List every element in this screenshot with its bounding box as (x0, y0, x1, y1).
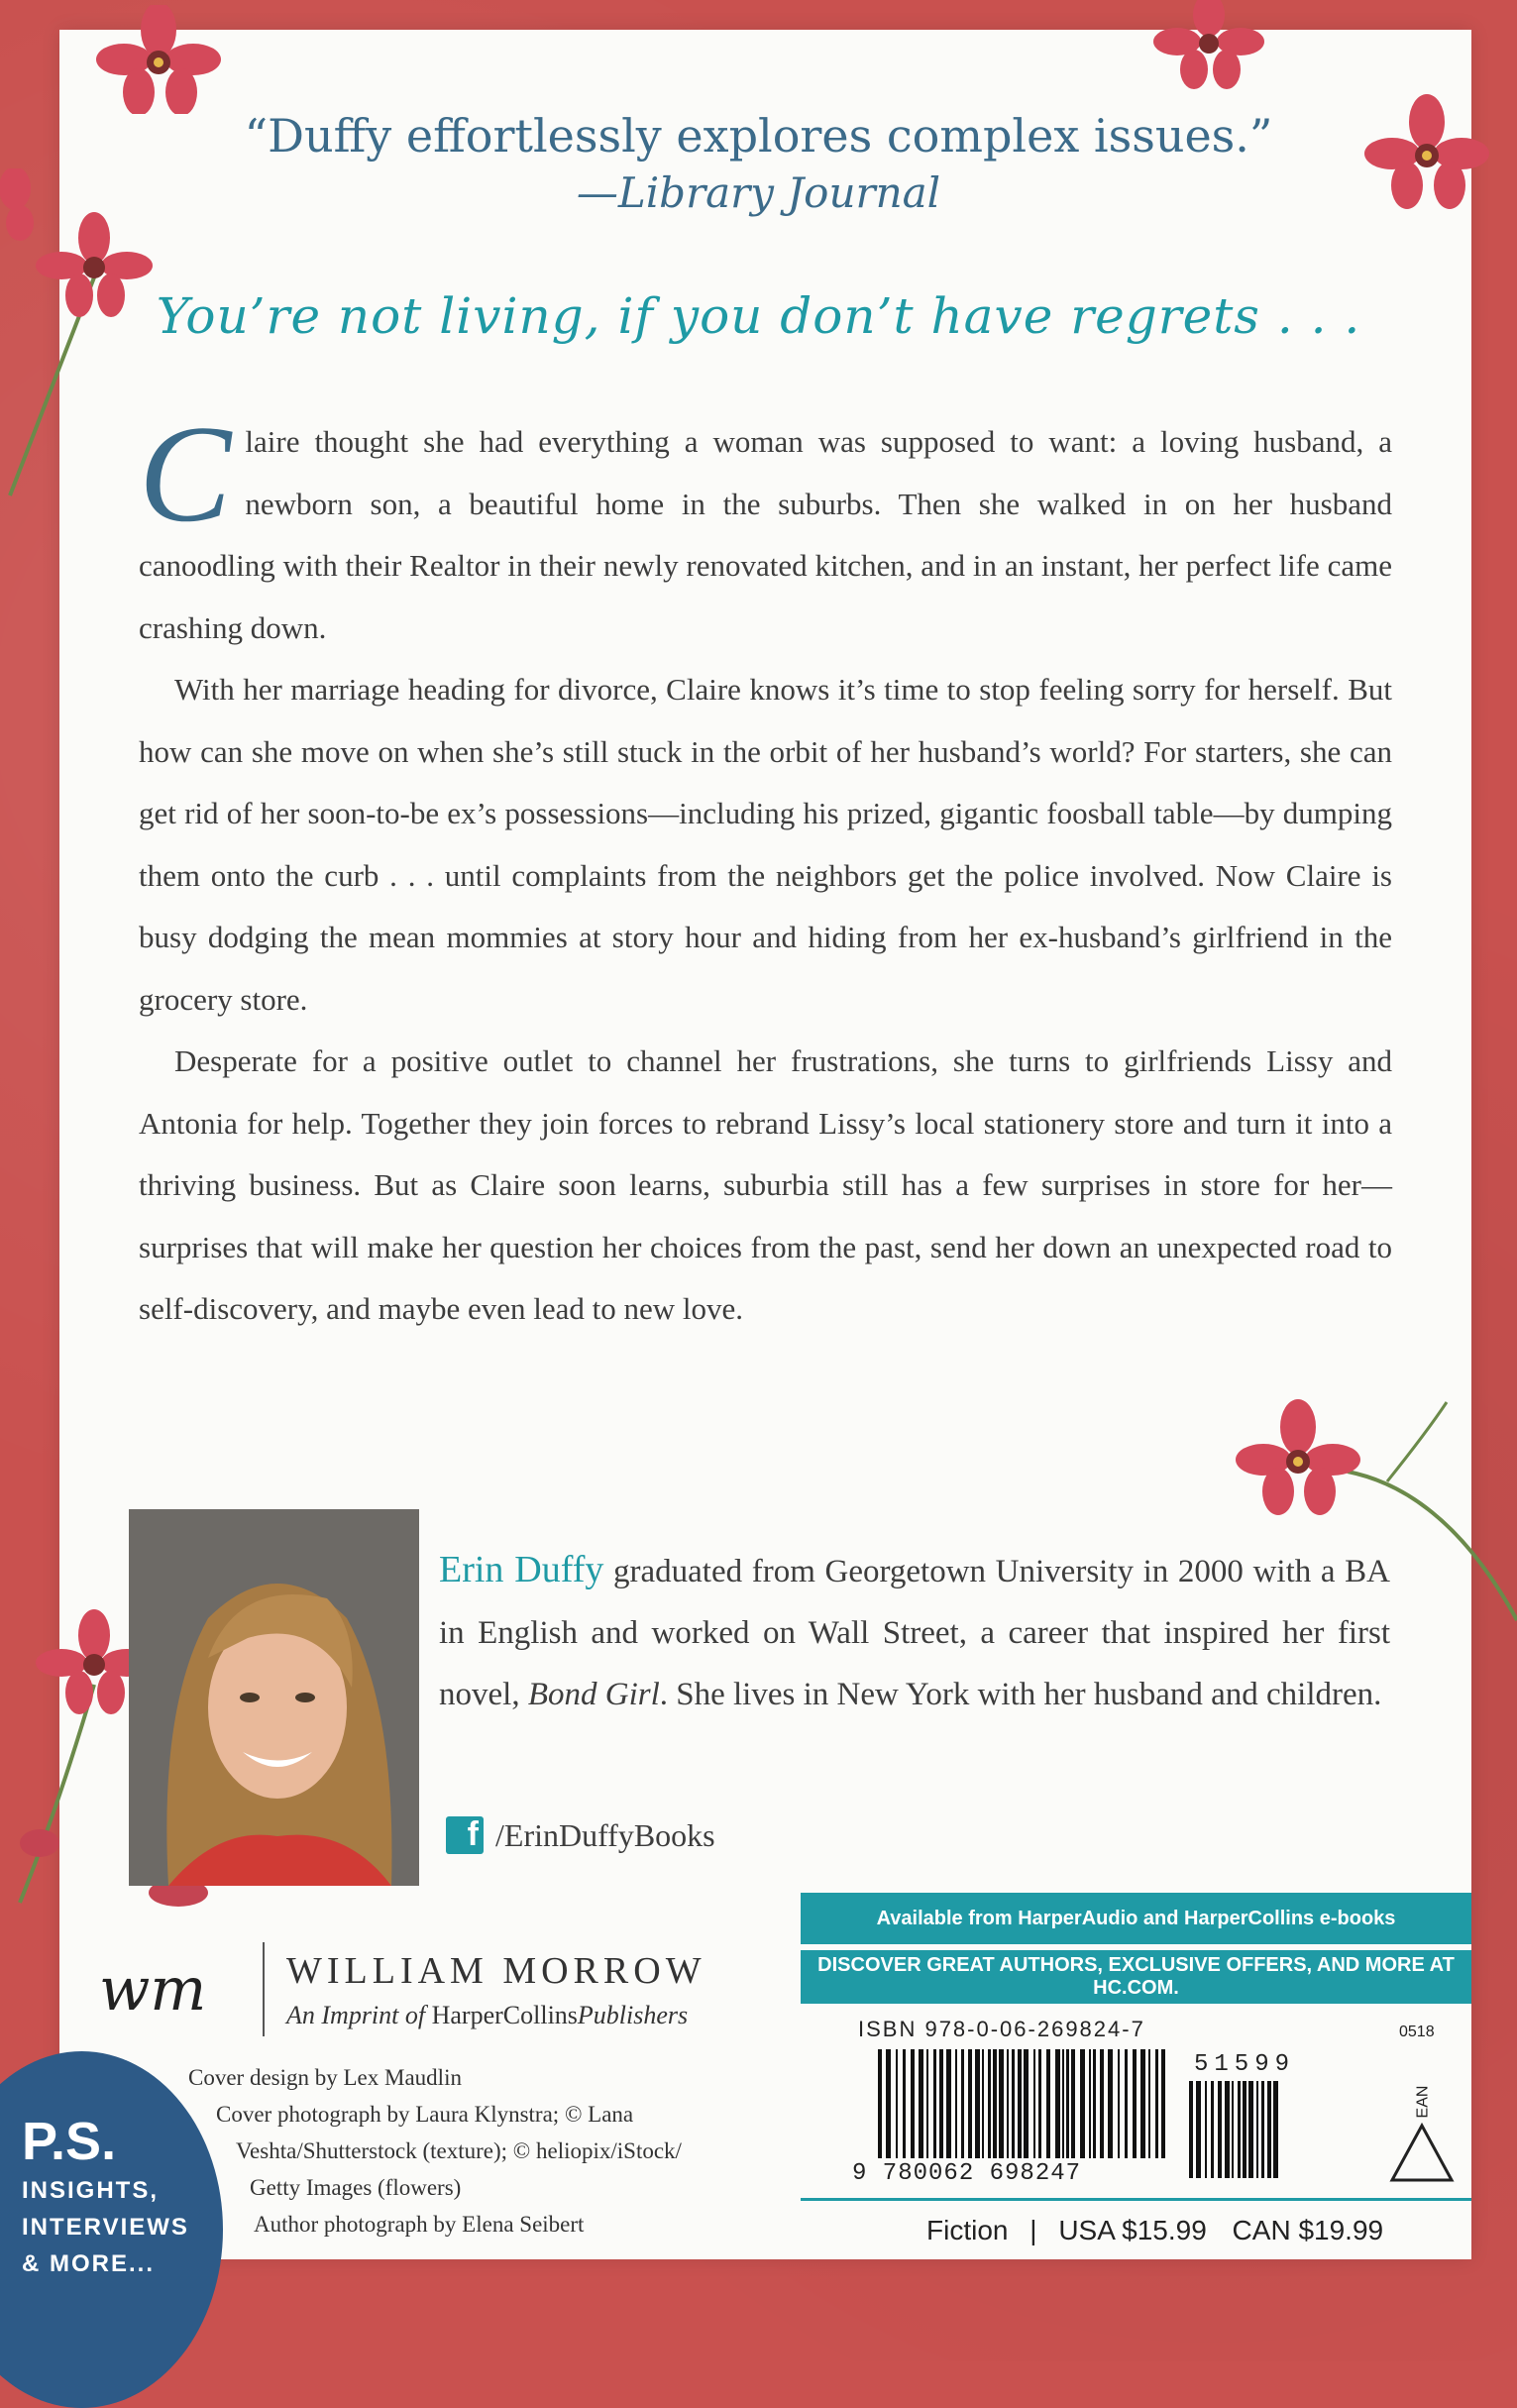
barcode-bar (1125, 2049, 1128, 2158)
barcode-bar (982, 2049, 984, 2158)
facebook-link[interactable] (446, 1816, 715, 1854)
barcode-bar (1018, 2049, 1022, 2158)
barcode-bar (1012, 2049, 1015, 2158)
barcode-bar (933, 2049, 936, 2158)
publisher-logo: wm (99, 1954, 207, 2025)
ps-badge-text (22, 2111, 189, 2282)
barcode-main (878, 2049, 1167, 2178)
barcode-code: 0518 (1399, 2024, 1435, 2040)
genre: Fiction (926, 2215, 1009, 2245)
price-usa: USA $15.99 (1058, 2215, 1207, 2245)
barcode-bar (1243, 2081, 1246, 2178)
credit-line: Veshta/Shutterstock (texture); © heliopix/iStock/ (236, 2138, 682, 2163)
barcode-bar (955, 2049, 957, 2158)
author-photo (129, 1509, 419, 1886)
barcode-bar (878, 2049, 882, 2158)
barcode-bar (975, 2049, 980, 2158)
price-can: CAN $19.99 (1232, 2215, 1384, 2245)
barcode-bar (1071, 2049, 1075, 2158)
barcode-bar (919, 2049, 923, 2158)
barcode-bar (946, 2049, 951, 2158)
cover-credits (188, 2059, 682, 2243)
barcode-bar (1118, 2049, 1120, 2158)
barcode-bar (1108, 2049, 1113, 2158)
barcode-bar (1211, 2081, 1214, 2178)
discover-banner: DISCOVER GREAT AUTHORS, EXCLUSIVE OFFERS, AND MORE AT HC.COM. (801, 1950, 1471, 2004)
review-quote (0, 107, 1517, 220)
credit-line: Cover photograph by Laura Klynstra; © Lana (216, 2102, 634, 2127)
barcode-bar (1148, 2049, 1150, 2158)
barcode-bar (1080, 2049, 1085, 2158)
barcode-divider (801, 2198, 1471, 2201)
publisher-divider (263, 1942, 265, 2036)
barcode-bar (988, 2049, 991, 2158)
barcode-bar (903, 2049, 906, 2158)
barcode-bar (1062, 2049, 1064, 2158)
barcode-bar (1033, 2049, 1035, 2158)
available-banner: Available from HarperAudio and HarperCollins e-books (801, 1893, 1471, 1944)
barcode-addon (1189, 2081, 1278, 2178)
barcode-bar (1140, 2049, 1145, 2158)
triangle-icon (1387, 2121, 1457, 2185)
blurb-paragraph-1 (139, 397, 1392, 659)
facebook-handle: /ErinDuffyBooks (495, 1816, 715, 1853)
barcode-bar (1066, 2049, 1069, 2158)
barcode-bar (1133, 2049, 1137, 2158)
author-bio (439, 1539, 1390, 1725)
barcode-bar (1205, 2081, 1207, 2178)
barcode-bar (911, 2049, 915, 2158)
ps-line: INSIGHTS, (22, 2177, 160, 2204)
author-name: Erin Duffy (439, 1549, 604, 1590)
barcode-bar (1261, 2081, 1264, 2178)
barcode-bar (1218, 2081, 1222, 2178)
blurb-paragraph-2: With her marriage heading for divorce, Claire knows it’s time to stop feeling sorry for herself. But how can she move on when she’s still stuck in the orbit of her husband’s world? For starters, she can get rid of her soon-to-be ex’s possessions—including his prized, gigantic foosball table—by dumping them onto the curb . . . until complaints from the neighbors get the police involved. Now Claire is busy dodging the mean mommies at story hour and hiding from her ex-husband’s girlfriend in the grocery store. (139, 672, 1392, 1017)
publisher-name: WILLIAM MORROW (286, 1949, 706, 1992)
barcode-bar (1248, 2081, 1253, 2178)
ps-line: & MORE... (22, 2250, 156, 2277)
barcode-bar (968, 2049, 972, 2158)
imprint-suffix: Publishers (577, 2000, 689, 2029)
barcode-bar (926, 2049, 928, 2158)
barcode-bar (1232, 2081, 1234, 2178)
barcode-bar (1161, 2049, 1165, 2158)
barcode-bar (1155, 2049, 1158, 2158)
facebook-icon: f (446, 1816, 484, 1854)
imprint-prefix: An Imprint of (286, 2000, 432, 2029)
ean-label: EAN (1414, 2085, 1432, 2119)
credit-line: Getty Images (flowers) (250, 2175, 462, 2200)
barcode-bar (1100, 2049, 1104, 2158)
ps-line: INTERVIEWS (22, 2214, 189, 2241)
barcode-bar (896, 2049, 898, 2158)
quote-source: —Library Journal (576, 167, 941, 217)
barcode-bar (1196, 2081, 1201, 2178)
publisher-imprint (286, 2001, 706, 2030)
barcode-bar (1093, 2049, 1096, 2158)
drop-cap: C (139, 397, 232, 551)
barcode-bar (999, 2049, 1004, 2158)
barcode-bar (961, 2049, 964, 2158)
quote-text: “Duffy effortlessly explores complex issues.” (244, 109, 1273, 163)
ps-title: P.S. (22, 2112, 117, 2171)
imprint-name: HarperCollins (431, 2000, 578, 2029)
credit-line: Author photograph by Elena Seibert (254, 2212, 585, 2237)
barcode-bar (1038, 2049, 1041, 2158)
barcode-bar (1189, 2081, 1193, 2178)
barcode-bar (1256, 2081, 1258, 2178)
barcode-bar (993, 2049, 997, 2158)
barcode-bar (939, 2049, 943, 2158)
blurb-paragraph-3: Desperate for a positive outlet to channel her frustrations, she turns to girlfriends Lissy and Antonia for help. Together they join forces to rebrand Lissy’s local stationery store and turn it into a thriving business. But as Claire soon learns, suburbia still has a few surprises in store for her—surprises that will make her question her choices from the past, send her down an unexpected road to self-discovery, and maybe even lead to new love. (139, 1043, 1392, 1326)
barcode-bar (1089, 2049, 1091, 2158)
bio-novel-title: Bond Girl (527, 1677, 660, 1712)
bio-text-1: graduated from Georgetown University in 2000 with a BA in English and worked on Wall Street, a career that inspired her first novel, (439, 1554, 1390, 1712)
barcode-bar (1046, 2049, 1050, 2158)
book-blurb (139, 397, 1392, 1341)
barcode-number: 9 780062 698247 (852, 2160, 1082, 2187)
publisher-block (99, 1942, 706, 2036)
price-separator: | (1029, 2215, 1037, 2245)
barcode-bar (1007, 2049, 1009, 2158)
barcode-addon-number: 51599 (1194, 2051, 1296, 2078)
barcode-bar (1055, 2049, 1060, 2158)
barcode-bar (886, 2049, 891, 2158)
flower-top-center-right (1149, 0, 1268, 89)
credit-line: Cover design by Lex Maudlin (188, 2065, 462, 2090)
isbn-label: ISBN 978-0-06-269824-7 (858, 2017, 1145, 2041)
blurb-p1-text: laire thought she had everything a woman was supposed to want: a loving husband, a newborn son, a beautiful home in the suburbs. Then she walked in on her husband canoodling with their Realtor in their newly renovated kitchen, and in an instant, her perfect life came crashing down. (139, 424, 1392, 645)
price-line (926, 2215, 1383, 2246)
barcode-bar (1024, 2049, 1029, 2158)
barcode-bar (1238, 2081, 1241, 2178)
barcode-bar (1273, 2081, 1278, 2178)
bio-text-2: . She lives in New York with her husband and children. (659, 1677, 1382, 1712)
barcode-bar (1267, 2081, 1271, 2178)
barcode-bar (1225, 2081, 1230, 2178)
flower-top-left (94, 5, 223, 114)
tagline: You’re not living, if you don’t have regrets . . . (156, 287, 1361, 345)
